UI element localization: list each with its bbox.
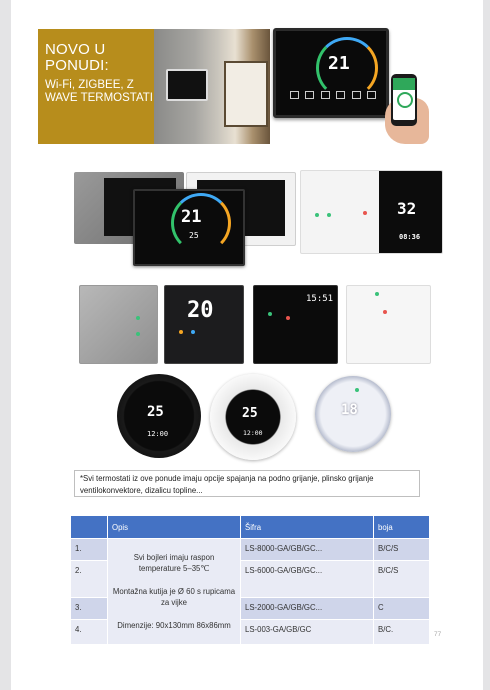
room-photo	[154, 29, 270, 144]
doorway-image	[224, 61, 268, 127]
row-boja: B/C/S	[374, 539, 429, 560]
thermostat-round-silver-image	[315, 376, 391, 452]
wall-thermostat-image	[166, 69, 208, 101]
row3a-clock: 12:00	[147, 430, 169, 438]
row-boja: B/C/S	[374, 561, 429, 597]
row3b-temperature: 25	[242, 406, 258, 421]
header-num	[71, 516, 107, 538]
compatibility-note: *Svi termostati iz ove ponude imaju opcije spajanja na podno grijanje, plinsko grijanje ventilokonvektore, dizalicu topline...	[74, 470, 420, 497]
row-sifra: LS-8000-GA/GB/GC...	[241, 539, 373, 560]
row2b-temperature: 20	[187, 298, 214, 323]
thermostat-black-image	[133, 189, 245, 266]
thermostat-silver-square-image	[79, 285, 158, 364]
row-boja: C	[374, 598, 429, 619]
row3b-clock: 12:00	[243, 429, 263, 437]
header-boja: boja	[374, 516, 429, 538]
row-num: 4.	[71, 620, 107, 644]
row1c-temperature: 32	[397, 199, 417, 218]
hero-icon-row	[290, 91, 376, 97]
page-number: 77	[434, 631, 442, 638]
row-num: 2.	[71, 561, 107, 597]
thermostat-glass-image	[300, 170, 443, 254]
spec-table	[70, 515, 430, 645]
thermostat-black-square-image	[253, 285, 338, 364]
opis-line: Dimenzije: 90x130mm 86x86mm	[117, 620, 231, 630]
banner-subtitle: Wi-Fi, ZIGBEE, Z WAVE TERMOSTATI	[45, 79, 153, 104]
banner-text-panel	[38, 29, 154, 144]
row-sifra: LS-2000-GA/GB/GC...	[241, 598, 373, 619]
header-banner	[38, 29, 270, 144]
header-opis: Opis	[108, 516, 240, 538]
row3c-temperature: 18	[341, 402, 358, 418]
hero-thermostat-image	[273, 28, 389, 118]
row1c-clock: 08:36	[399, 233, 421, 241]
opis-cell	[108, 539, 240, 644]
table-header-row	[71, 516, 429, 538]
hero-temperature: 21	[328, 53, 350, 74]
banner-title: NOVO U PONUDI:	[45, 41, 109, 74]
thermostat-round-black-image	[117, 374, 201, 458]
row-sifra: LS-6000-GA/GB/GC...	[241, 561, 373, 597]
opis-line: Svi bojleri imaju raspon temperature 5–35℃	[133, 552, 215, 574]
thermostat-white-square-image	[346, 285, 431, 364]
thermostat-dark-square-image	[164, 285, 244, 364]
row-boja: B/C.	[374, 620, 429, 644]
smartphone-app-image	[391, 74, 417, 126]
thermostat-round-white-image	[210, 374, 296, 460]
table-row	[71, 539, 429, 560]
row2c-clock: 15:51	[306, 294, 334, 304]
row-num: 1.	[71, 539, 107, 560]
row3a-temperature: 25	[147, 404, 164, 420]
row1-setpoint: 25	[189, 231, 199, 240]
header-sifra: Šifra	[241, 516, 373, 538]
opis-line: Montažna kutija je Ø 60 s rupicama za vijke	[112, 586, 236, 608]
row1-temperature: 21	[181, 207, 202, 227]
row-num: 3.	[71, 598, 107, 619]
row-sifra: LS-003-GA/GB/GC	[241, 620, 373, 644]
